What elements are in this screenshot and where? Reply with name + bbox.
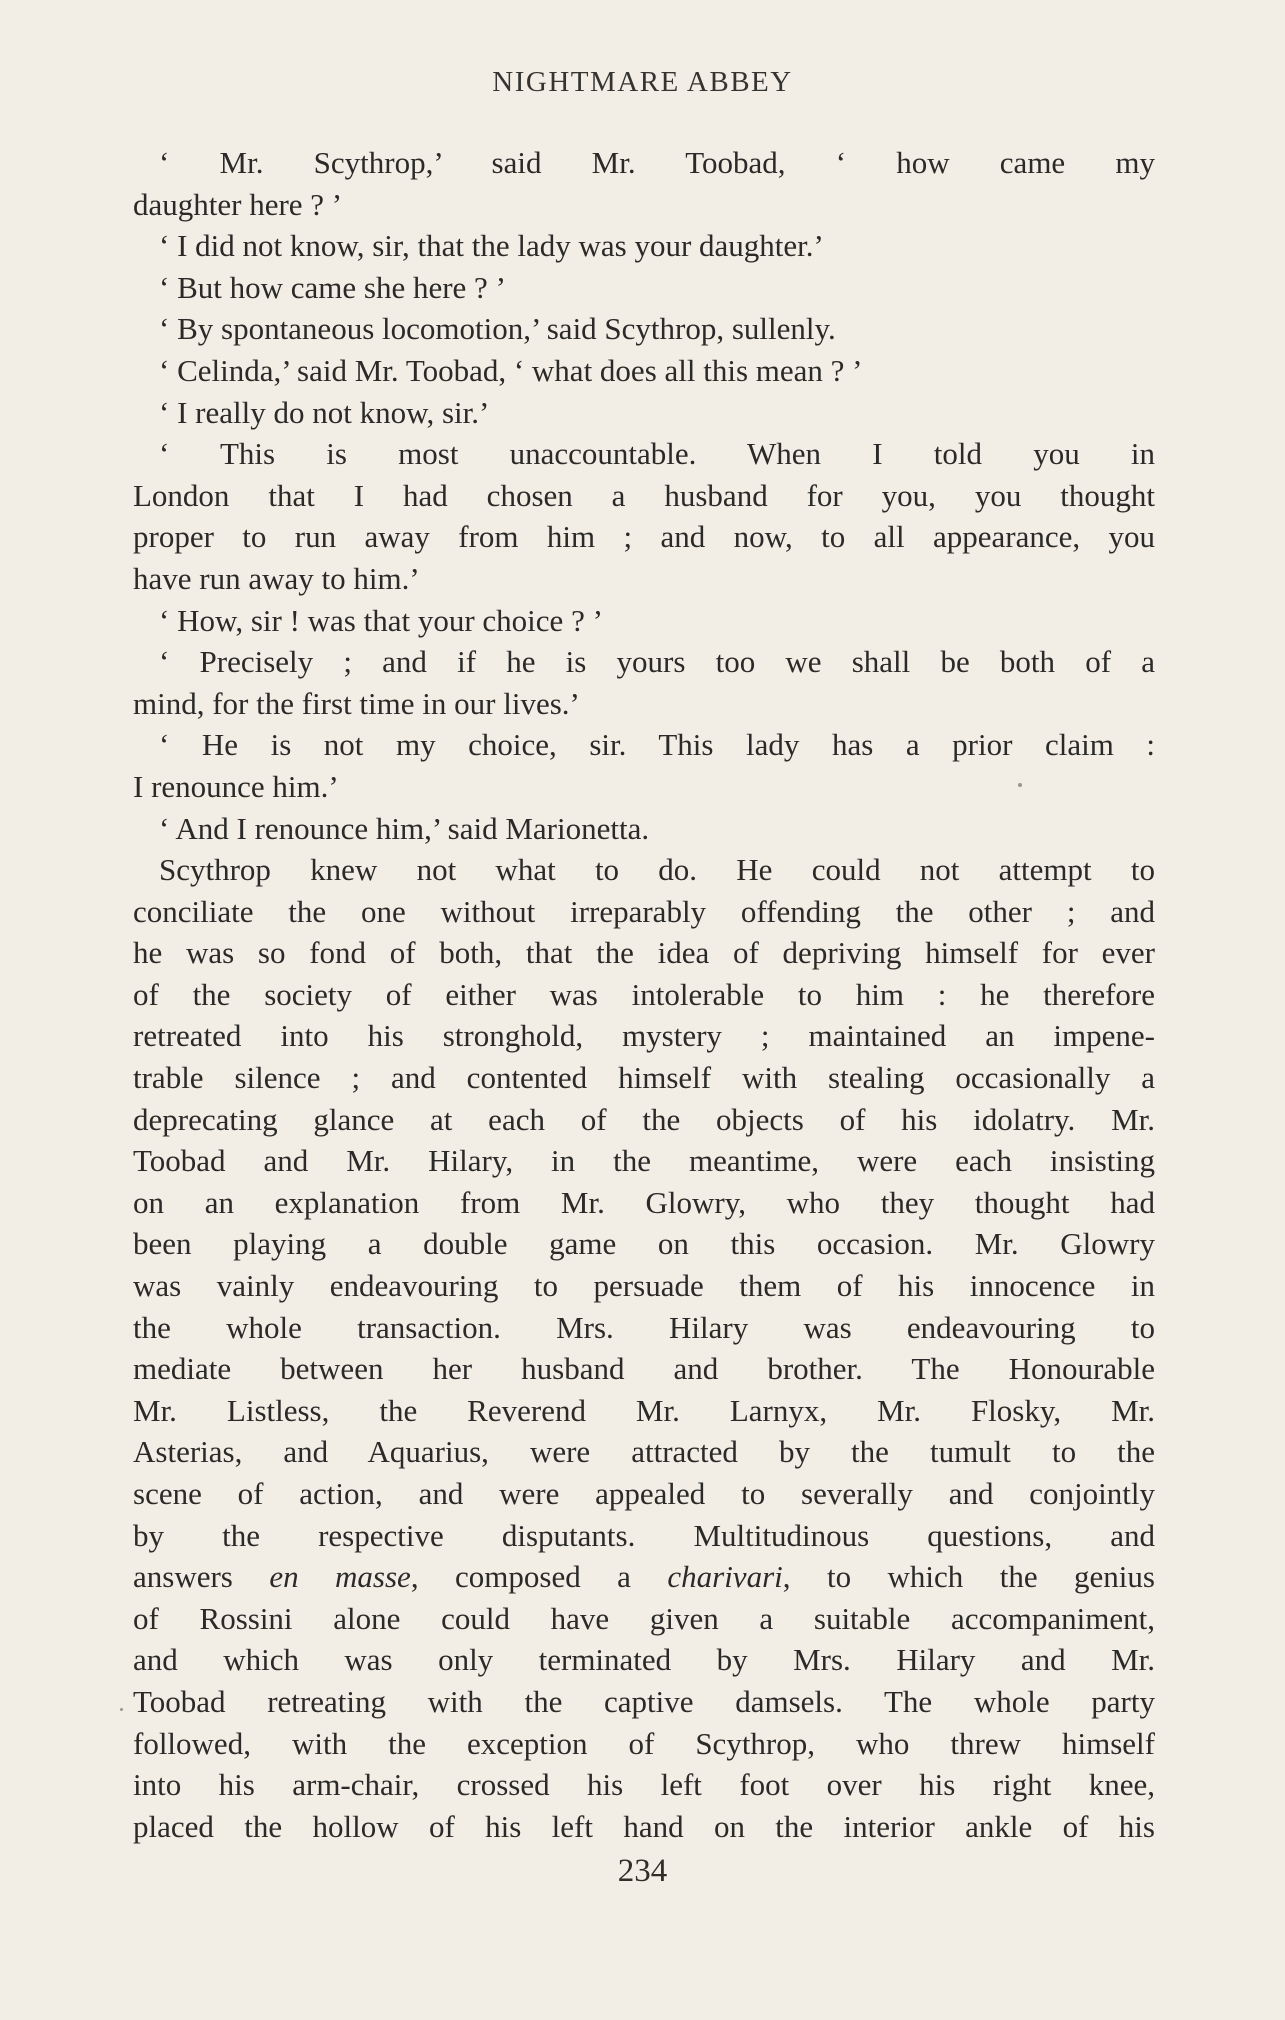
text-line: was vainly endeavouring to persuade them of his innocence in [133, 1268, 1155, 1304]
text-line: Toobad retreating with the captive damsels. The whole party [133, 1683, 1155, 1719]
text-line: proper to run away from him ; and now, to all appearance, you [133, 519, 1155, 555]
body-text [133, 142, 1155, 1847]
text-line: by the respective disputants. Multitudinous questions, and [133, 1517, 1155, 1553]
text-line: ‘ Celinda,’ said Mr. Toobad, ‘ what does all this mean ? ’ [159, 352, 863, 388]
text-line: and which was only terminated by Mrs. Hilary and Mr. [133, 1642, 1155, 1678]
text-line: ‘ Precisely ; and if he is yours too we shall be both of a [159, 644, 1155, 680]
text-line: mediate between her husband and brother. The Honourable [133, 1351, 1155, 1387]
text-line: placed the hollow of his left hand on the interior ankle of his [133, 1808, 1155, 1844]
text-line: he was so fond of both, that the idea of depriving himself for ever [133, 935, 1155, 971]
paper-speck [1018, 783, 1022, 787]
running-head: NIGHTMARE ABBEY [492, 66, 793, 98]
text-line: ‘ How, sir ! was that your choice ? ’ [159, 602, 603, 638]
page-number: 234 [617, 1853, 668, 1889]
text-line: trable silence ; and contented himself with stealing occasionally a [133, 1060, 1155, 1096]
text-line: conciliate the one without irreparably offending the other ; and [133, 893, 1155, 929]
text-line: I renounce him.’ [133, 768, 339, 804]
text-line: daughter here ? ’ [133, 186, 343, 222]
text-line: followed, with the exception of Scythrop, who threw himself [133, 1725, 1155, 1761]
text-line: ‘ Mr. Scythrop,’ said Mr. Toobad, ‘ how came my [159, 145, 1155, 180]
text-line: ‘ I did not know, sir, that the lady was your daughter.’ [159, 228, 824, 264]
text-line: ‘ And I renounce him,’ said Marionetta. [159, 810, 650, 846]
text-line: ‘ But how came she here ? ’ [159, 269, 506, 305]
text-line: on an explanation from Mr. Glowry, who they thought had [133, 1184, 1155, 1220]
text-line: mind, for the first time in our lives.’ [133, 685, 580, 721]
text-line: ‘ By spontaneous locomotion,’ said Scythrop, sullenly. [159, 311, 836, 347]
text-line: scene of action, and were appealed to severally and conjointly [133, 1476, 1155, 1511]
text-line: Toobad and Mr. Hilary, in the meantime, were each insisting [133, 1143, 1155, 1179]
paper-speck [120, 1708, 123, 1711]
text-line: answers en masse, composed a charivari, to which the genius [133, 1559, 1155, 1595]
text-line: ‘ I really do not know, sir.’ [159, 394, 490, 430]
text-line: been playing a double game on this occasion. Mr. Glowry [133, 1226, 1155, 1262]
text-line: ‘ This is most unaccountable. When I told you in [159, 436, 1155, 472]
text-line: retreated into his stronghold, mystery ; maintained an impene- [133, 1018, 1155, 1054]
text-line: Mr. Listless, the Reverend Mr. Larnyx, Mr. Flosky, Mr. [133, 1392, 1155, 1428]
text-line: Asterias, and Aquarius, were attracted by the tumult to the [133, 1434, 1155, 1470]
text-line: ‘ He is not my choice, sir. This lady has a prior claim : [159, 727, 1155, 763]
text-line: of the society of either was intolerable to him : he therefore [133, 976, 1155, 1012]
text-line: the whole transaction. Mrs. Hilary was endeavouring to [133, 1309, 1155, 1345]
text-line: have run away to him.’ [133, 560, 420, 596]
text-line: deprecating glance at each of the objects of his idolatry. Mr. [133, 1101, 1155, 1137]
text-line: London that I had chosen a husband for you, you thought [133, 477, 1155, 513]
text-line: Scythrop knew not what to do. He could not attempt to [159, 852, 1155, 888]
text-line: of Rossini alone could have given a suitable accompaniment, [133, 1600, 1155, 1636]
text-line: into his arm-chair, crossed his left foot over his right knee, [133, 1767, 1155, 1803]
